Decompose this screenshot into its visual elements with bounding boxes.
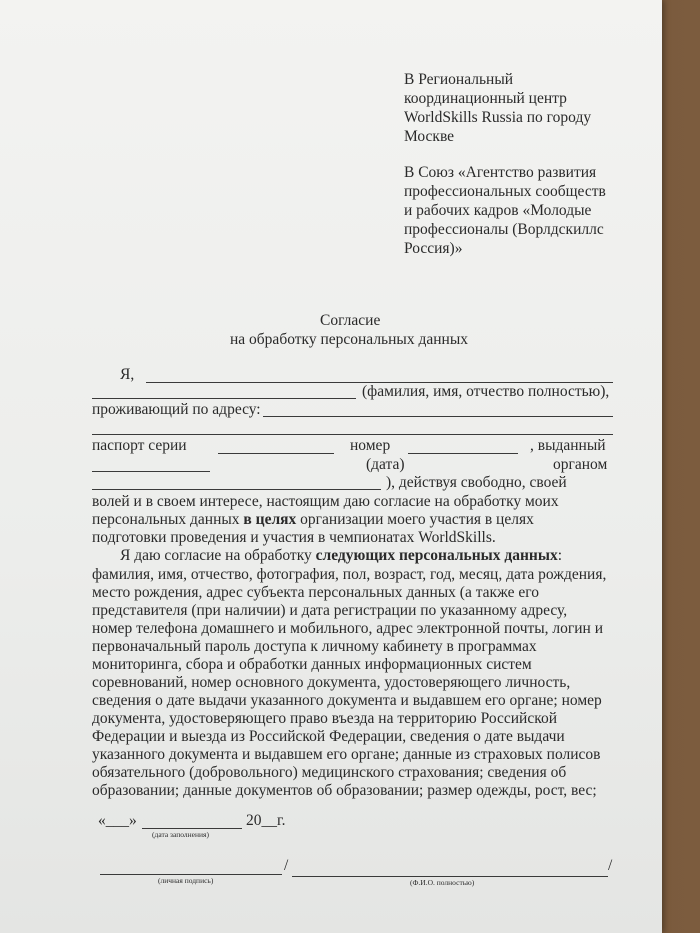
paragraph-line: Федерации и выезда из Российской Федерации, сведения о дате выдачи [92, 728, 565, 745]
addressee-line: Россия)» [404, 240, 463, 257]
paragraph-line: сведения о дате выдачи указанного документа и выдавшем его органе; номер [92, 692, 602, 709]
paragraph-intro: Я даю согласие на обработку следующих персональных данных: [120, 547, 563, 564]
passport-number-input[interactable] [408, 453, 518, 454]
paragraph-line: мониторинга, сбора и обработки данных информационных систем [92, 656, 532, 673]
paragraph-line: документа, удостоверяющего право въезда на территорию Российской [92, 710, 558, 727]
issue-date-input[interactable] [92, 471, 210, 472]
signature-hint: (личная подпись) [158, 876, 214, 885]
address-input-line-2[interactable] [92, 434, 613, 435]
paragraph-line: первоначальный пароль доступа к личному кабинету в программах [92, 638, 537, 655]
addressee-line: координационный центр [404, 90, 567, 107]
paragraph-line: соревнований, номер основного документа, удостоверяющего личность, [92, 674, 571, 691]
paragraph-line: волей и в своем интересе, настоящим даю согласие на обработку моих [92, 493, 559, 510]
organ-label: органом [553, 456, 608, 473]
addressee-line: В Региональный [404, 71, 514, 88]
addressee-line: профессиональных сообществ [404, 183, 606, 200]
addressee-line: WorldSkills Russia по городу [404, 109, 592, 126]
full-name-input[interactable] [292, 876, 608, 877]
paragraph-line: подготовки проведения и участия в чемпионатах WorldSkills. [92, 529, 496, 546]
address-input-line-1[interactable] [263, 416, 613, 417]
paragraph-line: представителя (при наличии) и дата регистрации по указанному адресу, [92, 602, 568, 619]
i-label: Я, [120, 366, 135, 383]
paragraph-line: фамилия, имя, отчество, фотография, пол, возраст, год, месяц, дата рождения, [92, 566, 607, 583]
acting-label: ), действуя свободно, своей [386, 474, 567, 491]
paragraph-line: образовании; данные документов об образовании; размер одежды, рост, вес; [92, 782, 597, 799]
paragraph-line: указанного документа и выдавшем его органе; данные из страховых полисов [92, 746, 601, 763]
address-label: проживающий по адресу: [92, 401, 261, 418]
signature-slash: / [284, 857, 289, 874]
passport-series-label: паспорт серии [92, 437, 187, 454]
paragraph-line: номер телефона домашнего и мобильного, адрес электронной почты, логин и [92, 620, 604, 637]
document-title: Согласие [320, 312, 381, 329]
passport-number-label: номер [350, 437, 391, 454]
signature-input[interactable] [100, 874, 282, 875]
date-fill-hint: (дата заполнения) [152, 830, 209, 839]
addressee-line: и рабочих кадров «Молодые [404, 202, 592, 219]
addressee-line: В Союз «Агентство развития [404, 164, 597, 181]
full-name-hint: (Ф.И.О. полностью) [410, 878, 475, 887]
date-year: 20__г. [246, 812, 286, 829]
addressee-line: профессионалы (Ворлдскиллс [404, 221, 604, 238]
paragraph-line: место рождения, адрес субъекта персональных данных (а также его [92, 584, 539, 601]
fio-hint: (фамилия, имя, отчество полностью), [362, 383, 610, 400]
addressee-line: Москве [404, 128, 455, 145]
date-hint: (дата) [366, 456, 405, 473]
issuing-authority-input[interactable] [92, 489, 381, 490]
fio-input-line-2[interactable] [92, 398, 356, 399]
full-name-slash: / [608, 857, 613, 874]
date-day: «___» [98, 812, 137, 829]
paragraph-line: персональных данных в целях организации моего участия в целях [92, 511, 534, 528]
passport-series-input[interactable] [218, 453, 334, 454]
paragraph-line: обязательного (добровольного) медицинского страхования; сведения об [92, 764, 567, 781]
issued-label: , выданный [530, 437, 606, 454]
document-subtitle: на обработку персональных данных [230, 331, 468, 348]
date-month-input[interactable] [142, 828, 242, 829]
